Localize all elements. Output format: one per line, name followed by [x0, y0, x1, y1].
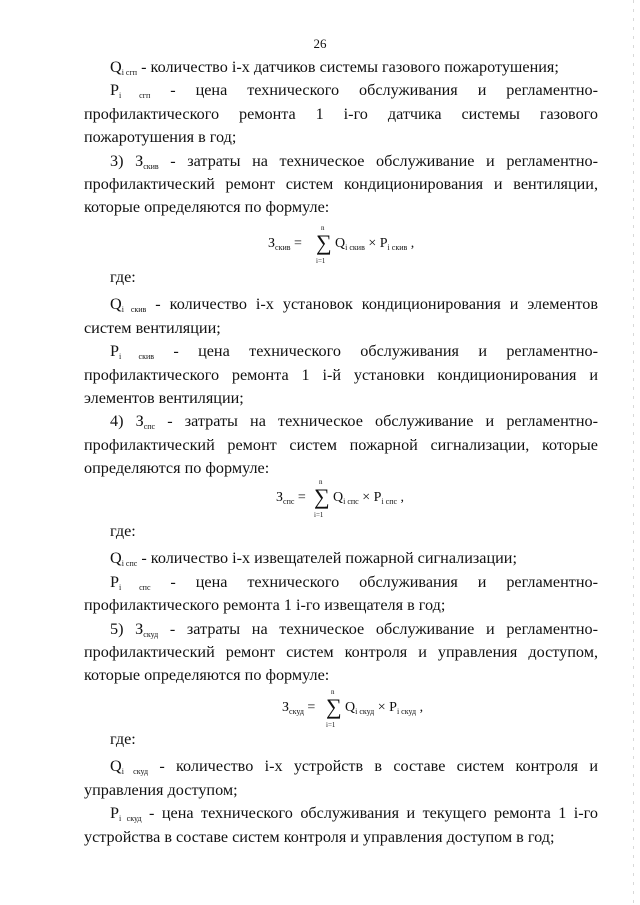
symbol: Q	[110, 295, 122, 314]
text-block-3	[84, 520, 598, 688]
def-p-skiv	[84, 340, 598, 410]
sum-upper-limit: n	[321, 224, 325, 232]
scan-edge	[633, 0, 634, 905]
sum-lower-limit: i=1	[326, 721, 336, 729]
item-3-skiv	[84, 150, 598, 220]
symbol: P	[110, 81, 120, 100]
item-4-sps	[84, 410, 598, 480]
def-p-skud	[84, 802, 598, 849]
item-text: - затраты на техническое обслуживание и регламентно-профилактический ремонт систем пожарной сигнализации, которые определяются по формуле:	[84, 412, 598, 478]
symbol-sub: скив	[143, 161, 159, 171]
text-block-2	[84, 266, 598, 481]
def-q-sgp	[84, 56, 598, 79]
symbol: P	[110, 342, 120, 361]
symbol: P	[110, 572, 120, 591]
definition-text: - количество i-х извещателей пожарной сигнализации;	[137, 549, 517, 568]
def-q-skud	[84, 755, 598, 802]
symbol-sub: i скуд	[121, 767, 149, 777]
item-lead: 4) З	[110, 412, 144, 431]
text-block-4	[84, 728, 598, 849]
symbol-sub: i скив	[121, 305, 147, 315]
sum-lower-limit: i=1	[314, 511, 324, 519]
def-p-sps	[84, 571, 598, 618]
def-q-sps	[84, 547, 598, 570]
item-lead: 5) З	[110, 619, 144, 638]
page-number: 26	[313, 36, 327, 51]
definition-text: - количество i-х датчиков системы газового пожаротушения;	[137, 58, 559, 76]
sum-upper-limit: n	[331, 688, 335, 696]
symbol-sub: i сгп	[121, 68, 138, 77]
formula-rhs: $Q_{i скуд} \times P_{i скуд}$ ,	[345, 700, 424, 716]
formula-rhs: $Q_{i спс} \times P_{i спс}$ ,	[333, 490, 405, 506]
symbol-sub: i скуд	[119, 814, 142, 824]
symbol-sub: i спс	[119, 582, 151, 592]
definition-text: - цена технического обслуживания и регламентно-профилактического ремонта 1 i-го датчика системы газового пожаротушения в год;	[84, 81, 598, 147]
def-q-skiv	[84, 293, 598, 340]
definition-text: - цена технического обслуживания и регламентно-профилактического ремонта 1 i-й установки кондиционирования и элементов вентиляции;	[84, 342, 598, 408]
symbol-sub: i сгп	[119, 91, 151, 101]
definition-text: - цена технического обслуживания и регламентно-профилактического ремонта 1 i-го извещателя в год;	[84, 572, 598, 615]
formula-rhs: $Q_{i скив} \times P_{i скив}$ ,	[335, 236, 415, 252]
symbol-sub: i скив	[119, 352, 155, 362]
sigma-icon: ∑	[326, 694, 342, 719]
symbol-sub: спс	[143, 422, 156, 432]
sum-upper-limit: n	[319, 478, 323, 486]
symbol-sub: скуд	[143, 629, 159, 639]
text-block-1	[84, 56, 598, 220]
formula-sps	[276, 478, 446, 524]
symbol: Q	[110, 549, 122, 568]
sum-lower-limit: i=1	[316, 257, 326, 265]
item-lead: 3) З	[110, 151, 144, 170]
definition-text: - цена технического обслуживания и текущего ремонта 1 i-го устройства в составе систем контроля и управления доступом в год;	[84, 804, 598, 846]
where-label: где:	[110, 730, 136, 748]
item-text: - затраты на техническое обслуживание и регламентно-профилактический ремонт систем контроля и управления доступом, которые определяются по формуле:	[84, 619, 598, 685]
symbol: Q	[110, 58, 122, 76]
def-p-sgp	[84, 79, 598, 149]
where-label: где:	[110, 268, 136, 286]
formula-lhs: $З_{спс}$ =	[276, 490, 306, 506]
formula-lhs: $З_{скуд}$ =	[282, 700, 316, 716]
definition-text: - количество i-х установок кондиционирования и элементов систем вентиляции;	[84, 295, 599, 337]
formula-lhs: $З_{скив}$ =	[268, 236, 302, 252]
symbol: P	[110, 804, 120, 823]
formula-skiv	[268, 224, 448, 270]
symbol-sub: i спс	[121, 559, 138, 569]
definition-text: - количество i-х устройств в составе систем контроля и управления доступом;	[84, 757, 598, 799]
sigma-icon: ∑	[316, 230, 332, 255]
symbol: Q	[110, 757, 122, 776]
where-label: где:	[110, 522, 136, 540]
item-text: - затраты на техническое обслуживание и регламентно-профилактический ремонт систем кондиционирования и вентиляции, которые определяются по формуле:	[84, 151, 598, 217]
item-5-skud	[84, 618, 598, 688]
sigma-icon: ∑	[314, 484, 330, 509]
